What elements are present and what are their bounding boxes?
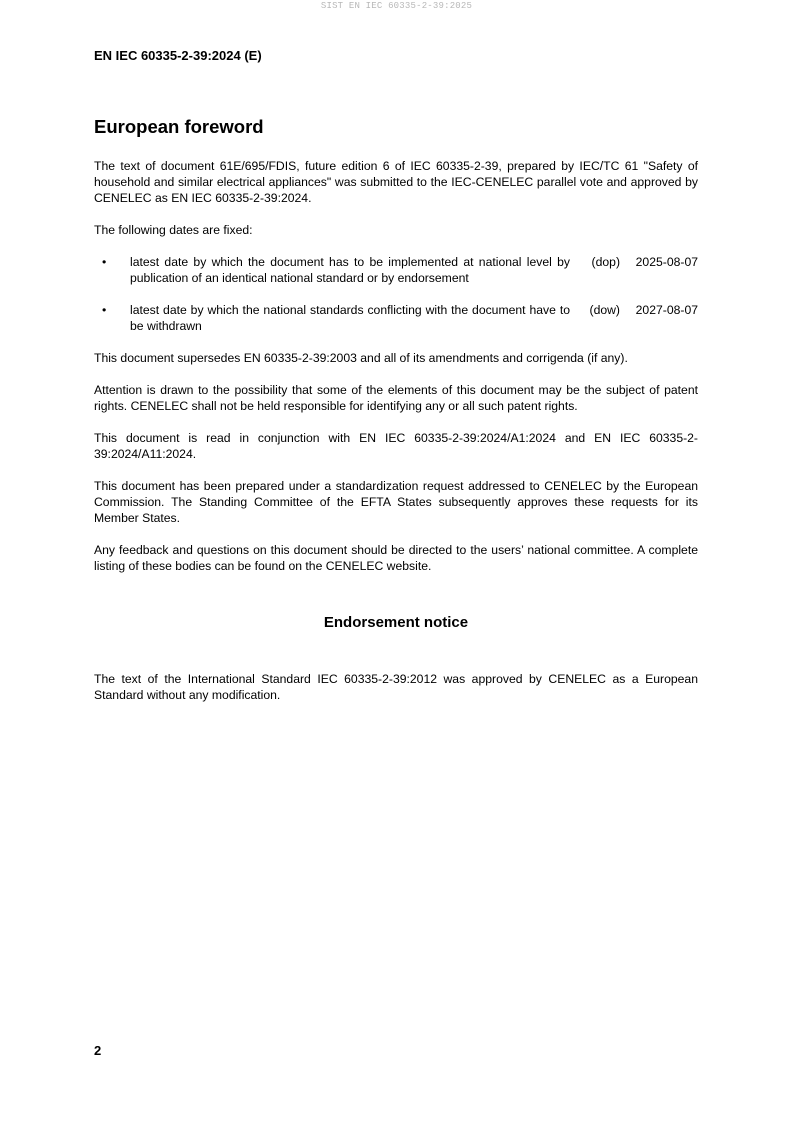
date-value: 2025-08-07: [635, 255, 698, 269]
foreword-intro: The text of document 61E/695/FDIS, future edition 6 of IEC 60335-2-39, prepared by IEC/TC 61 "Safety of household and similar electrical appliances" was submitted to the IEC-CENELEC parallel vote and approved by CENELEC as EN IEC 60335-2-39:2024.: [94, 159, 698, 205]
date-description: latest date by which the document has to be implemented at national level by publication of an identical national standard or by endorsement: [130, 255, 570, 285]
dates-intro: The following dates are fixed:: [94, 223, 253, 237]
supersedes-paragraph: This document supersedes EN 60335-2-39:2003 and all of its amendments and corrigenda (if any).: [94, 351, 628, 365]
watermark: SIST EN IEC 60335-2-39:2025: [320, 1, 473, 11]
date-item-dop: [94, 254, 698, 286]
date-value: 2027-08-07: [635, 303, 698, 317]
bullet-icon: •: [102, 255, 107, 269]
page-content: [94, 115, 698, 703]
dates-list: [94, 254, 698, 334]
standardization-paragraph: This document has been prepared under a standardization request addressed to CENELEC by the European Commission. The Standing Committee of the EFTA States subsequently approves these requests for its Member States.: [94, 479, 698, 525]
date-description: latest date by which the national standards conflicting with the document have to be withdrawn: [130, 303, 570, 333]
endorsement-title: Endorsement notice: [323, 614, 469, 631]
patent-paragraph: Attention is drawn to the possibility that some of the elements of this document may be the subject of patent rights. CENELEC shall not be held responsible for identifying any or all such patent rights.: [94, 383, 698, 413]
endorsement-text: The text of the International Standard IEC 60335-2-39:2012 was approved by CENELEC as a European Standard without any modification.: [94, 672, 698, 702]
conjunction-paragraph: This document is read in conjunction with EN IEC 60335-2-39:2024/A1:2024 and EN IEC 60335-2-39:2024/A11:2024.: [94, 431, 698, 461]
date-code: (dow): [589, 303, 620, 317]
date-item-dow: [94, 302, 698, 334]
page-number: 2: [94, 1043, 102, 1058]
document-identifier: EN IEC 60335-2-39:2024 (E): [94, 48, 262, 63]
bullet-icon: •: [102, 303, 107, 317]
feedback-paragraph: Any feedback and questions on this document should be directed to the users’ national committee. A complete listing of these bodies can be found on the CENELEC website.: [94, 543, 698, 573]
foreword-title: European foreword: [94, 116, 264, 137]
date-code: (dop): [591, 255, 620, 269]
